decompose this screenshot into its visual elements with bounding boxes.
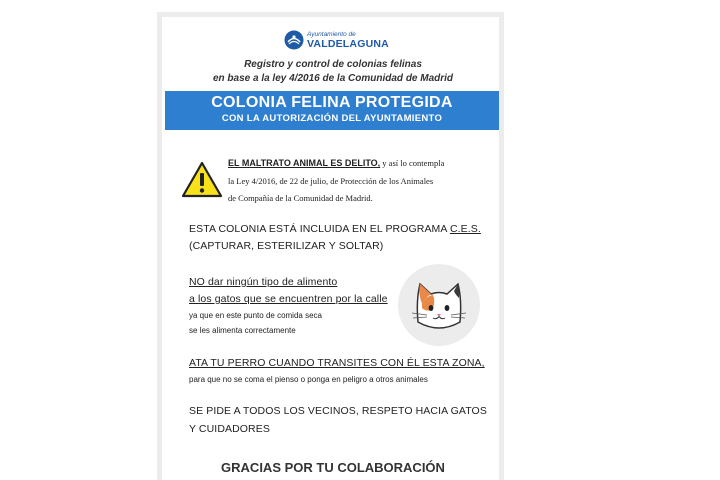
logo-town-name: VALDELAGUNA [307,38,389,50]
warning-line-3: de Compañía de la Comunidad de Madrid. [228,193,373,203]
warning-line-1-rest: y así lo contempla [380,158,445,168]
feeding-line-2: a los gatos que se encuentren por la calle [189,293,388,305]
subtitle-line-1: Registro y control de colonias felinas [244,59,422,70]
ces-line-1 [189,223,481,235]
dog-line-1: ATA TU PERRO CUANDO TRANSITES CON ÉL ESTA ZONA, [189,357,485,369]
dog-line-2: para que no se coma el pienso o ponga en peligro a otros animales [189,375,428,384]
ces-acronym: C.E.S. [449,223,481,235]
cat-face-icon [398,264,480,346]
banner-subtitle: CON LA AUTORIZACIÓN DEL AYUNTAMIENTO [221,113,443,124]
warning-line-2: la Ley 4/2016, de 22 de julio, de Protección de los Animales [228,176,434,186]
feeding-line-1: NO dar ningún tipo de alimento [189,276,338,288]
frame-left [157,12,162,480]
thanks-footer: GRACIAS POR TU COLABORACIÓN [221,460,445,475]
title-banner [165,91,499,130]
feeding-line-4: se les alimenta correctamente [189,326,296,335]
frame-top [157,12,504,17]
warning-heading: EL MALTRATO ANIMAL ES DELITO, [228,158,381,168]
banner-title: COLONIA FELINA PROTEGIDA [211,94,453,111]
subtitle-line-2: en base a la ley 4/2016 de la Comunidad de Madrid [212,73,454,84]
ces-line-1-prefix: ESTA COLONIA ESTÁ INCLUIDA EN EL PROGRAMA [189,223,450,235]
warning-triangle-icon [181,161,223,199]
municipal-logo [284,30,389,52]
respect-line-1: SE PIDE A TODOS LOS VECINOS, RESPETO HACIA GATOS [189,405,487,417]
town-emblem-icon [284,30,304,50]
respect-line-2: Y CUIDADORES [189,423,270,435]
feeding-line-3: ya que en este punto de comida seca [189,311,322,320]
warning-line-1 [228,158,444,168]
ces-line-2: (CAPTURAR, ESTERILIZAR Y SOLTAR) [189,240,384,252]
logo-caption: Ayuntamiento de [307,31,356,38]
